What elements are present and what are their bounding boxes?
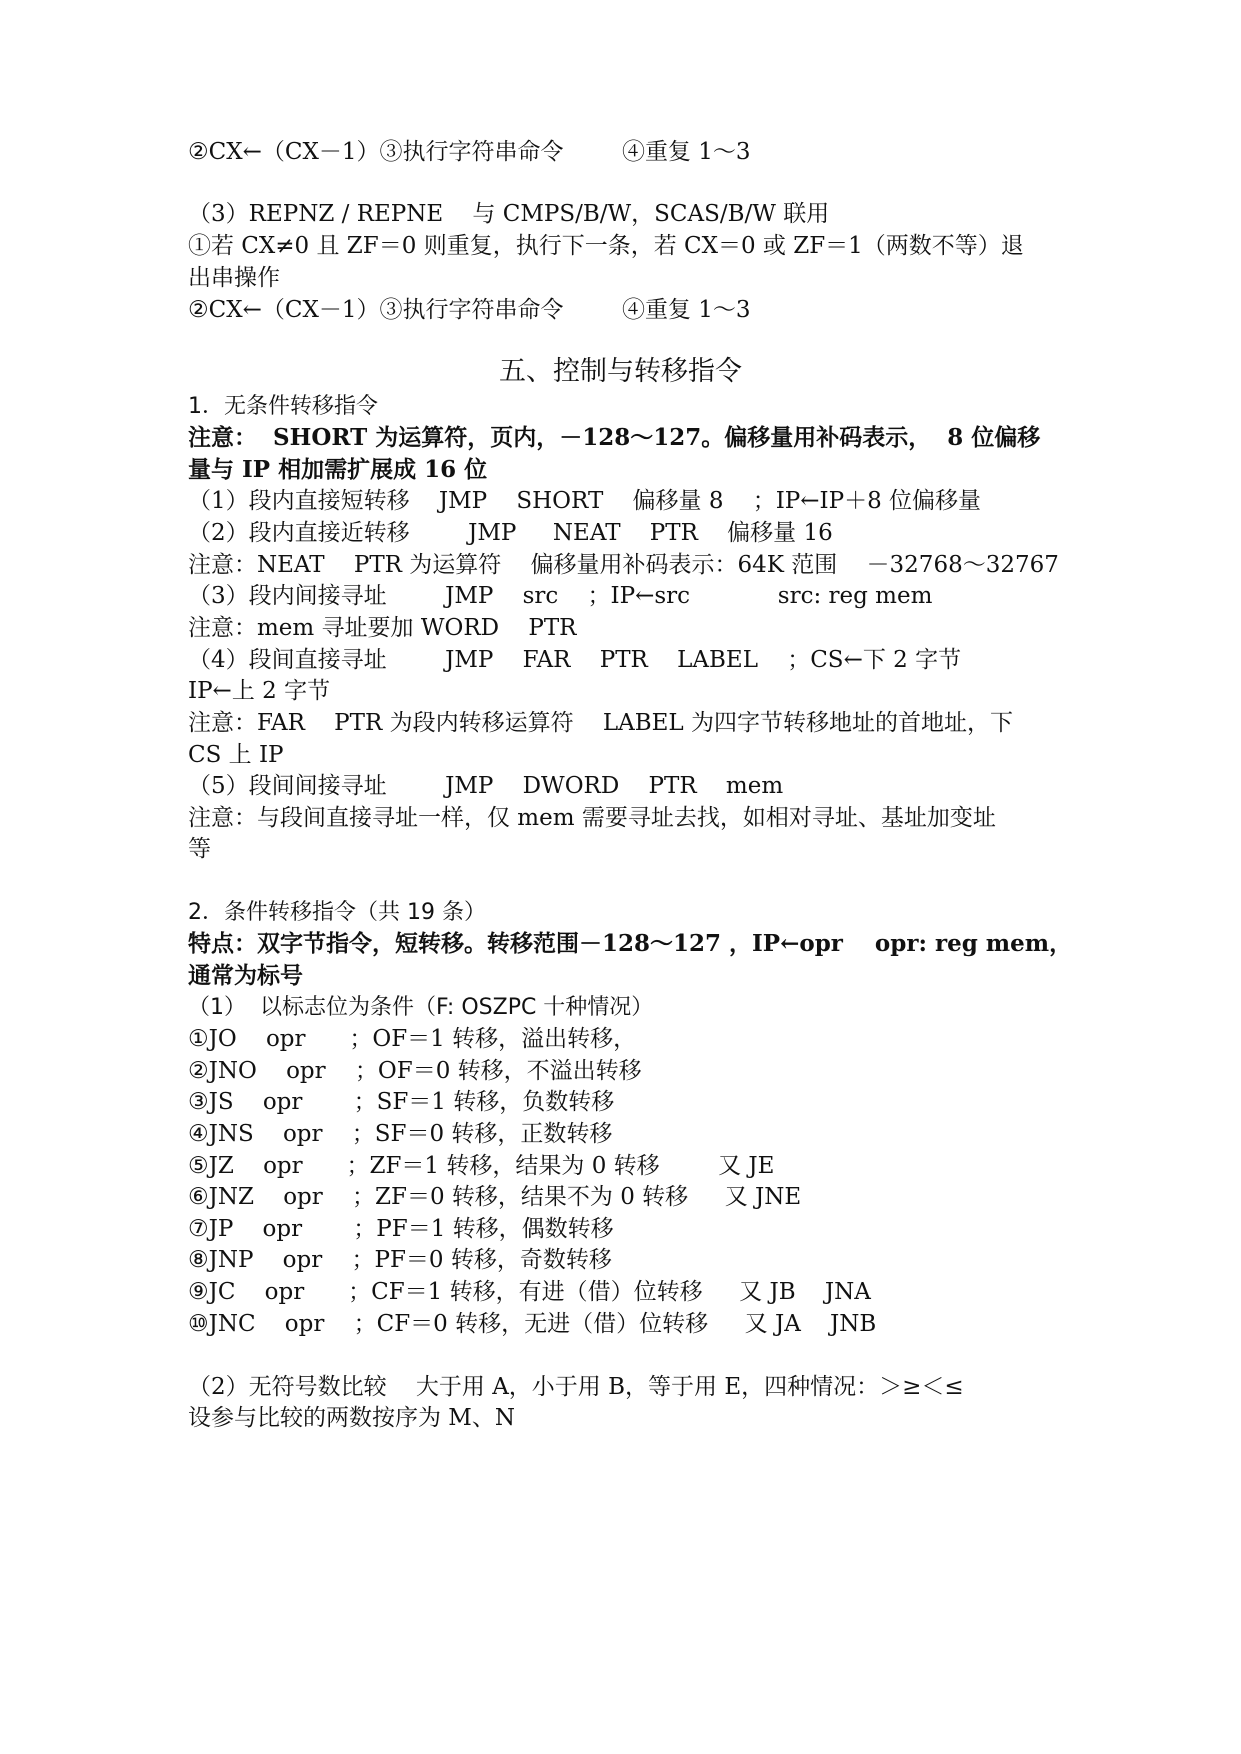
text-line: （2）无符号数比较 大于用 A，小于用 B，等于用 E，四种情况：＞≥＜≤: [188, 1374, 964, 1400]
text-line: ②CX←（CX－1）③执行字符串命令 ④重复 1～3: [188, 297, 751, 323]
text-line: 设参与比较的两数按序为 M、N: [188, 1405, 515, 1431]
subsection-heading: 1．无条件转移指令: [188, 394, 378, 419]
text-line: 等: [188, 836, 211, 862]
text-line: ④JNS opr ；SF＝0 转移，正数转移: [188, 1121, 613, 1147]
section-heading: 五、控制与转移指令: [499, 356, 742, 387]
text-line: 注意：与段间直接寻址一样，仅 mem 需要寻址去找，如相对寻址、基址加变址: [188, 805, 996, 831]
subsection-heading: 2．条件转移指令（共 19 条）: [188, 900, 486, 925]
text-line: ②JNO opr ；OF＝0 转移，不溢出转移: [188, 1058, 642, 1084]
text-line: CS 上 IP: [188, 742, 284, 768]
text-line: （3）REPNZ / REPNE 与 CMPS/B/W，SCAS/B/W 联用: [188, 201, 830, 227]
text-line: IP←上 2 字节: [188, 678, 331, 704]
text-line: ③JS opr ；SF＝1 转移，负数转移: [188, 1089, 615, 1115]
note-bold: 通常为标号: [188, 962, 303, 989]
text-line: 注意：mem 寻址要加 WORD PTR: [188, 615, 577, 641]
text-line: 注意：NEAT PTR 为运算符 偏移量用补码表示：64K 范围 －32768～32767: [188, 552, 1059, 578]
text-line: ⑤JZ opr ；ZF＝1 转移，结果为 0 转移 又 JE: [188, 1153, 775, 1179]
note-bold: 量与 IP 相加需扩展成 16 位: [188, 456, 488, 483]
text-line: （5）段间间接寻址 JMP DWORD PTR mem: [188, 773, 784, 799]
text-line: ⑥JNZ opr ；ZF＝0 转移，结果不为 0 转移 又 JNE: [188, 1184, 802, 1210]
text-line: （4）段间直接寻址 JMP FAR PTR LABEL ；CS←下 2 字节: [188, 647, 962, 673]
text-line: ⑧JNP opr ；PF＝0 转移，奇数转移: [188, 1247, 612, 1273]
text-line: （2）段内直接近转移 JMP NEAT PTR 偏移量 16: [188, 520, 833, 546]
text-line: ①JO opr ；OF＝1 转移，溢出转移，: [188, 1026, 637, 1052]
text-line: ⑨JC opr ；CF＝1 转移，有进（借）位转移 又 JB JNA: [188, 1279, 871, 1305]
text-line: ⑩JNC opr ；CF＝0 转移，无进（借）位转移 又 JA JNB: [188, 1311, 877, 1337]
text-line: ①若 CX≠0 且 ZF＝0 则重复，执行下一条，若 CX＝0 或 ZF＝1（两数不等）退: [188, 233, 1024, 259]
note-bold: 注意： SHORT 为运算符，页内，－128～127。偏移量用补码表示， 8 位偏移: [188, 424, 1041, 451]
text-line: 出串操作: [188, 265, 280, 291]
text-line: （3）段内间接寻址 JMP src ；IP←src src: reg mem: [188, 583, 933, 609]
note-bold: 特点：双字节指令，短转移。转移范围－128～127 ，IP←opr opr: reg mem，: [188, 930, 1073, 957]
text-line: ⑦JP opr ；PF＝1 转移，偶数转移: [188, 1216, 614, 1242]
text-line: 注意：FAR PTR 为段内转移运算符 LABEL 为四字节转移地址的首地址，下: [188, 710, 1013, 736]
text-line: ②CX←（CX－1）③执行字符串命令 ④重复 1～3: [188, 139, 751, 165]
text-line: （1）段内直接短转移 JMP SHORT 偏移量 8 ；IP←IP＋8 位偏移量: [188, 488, 982, 514]
text-line: （1） 以标志位为条件（F: OSZPC 十种情况）: [188, 995, 654, 1020]
